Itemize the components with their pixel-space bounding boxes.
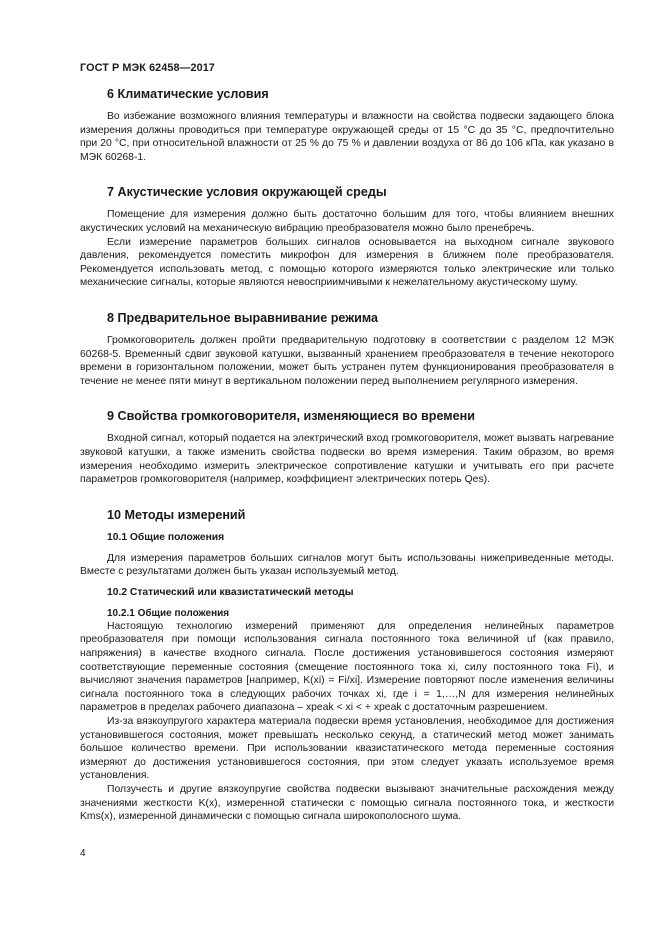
section-9 [80,408,614,486]
section-10 [80,507,614,824]
paragraph: Входной сигнал, который подается на электрический вход громкоговорителя, может вызвать нагревание звуковой катушки, а также изменить свойства подвески во время измерения. Таким образом, во время измерения необходимо измерить электрическое сопротивление катушки и учитывать его при расчете параметров громкоговорителя (например, коэффициент электрических потерь Qes). [80,433,614,486]
paragraph: Помещение для измерения должно быть достаточно большим для того, чтобы влиянием внешних акустических условий на механическую вибрацию преобразователя можно было пренебречь. [80,209,614,234]
section-title: 10 Методы измерений [107,507,246,522]
subsection-title: 10.2 Статический или квазистатический методы [107,586,354,598]
section-title: 9 Свойства громкоговорителя, изменяющиеся во времени [107,409,475,424]
standard-header: ГОСТ Р МЭК 62458—2017 [80,62,215,74]
paragraph: Ползучесть и другие вязкоупругие свойства подвески вызывают значительные расхождения между значениями жесткости K(x), измеренной статически с помощью сигнала постоянного тока, и жесткости Kms(x), измеренной динамически с помощью сигнала широкополосного шума. [80,784,614,823]
section-7 [80,184,614,290]
section-title: 6 Климатические условия [107,87,269,101]
paragraph: Во избежание возможного влияния температуры и влажности на свойства подвески задающего блока измерения должны проводиться при температуре окружающей среды от 15 °С до 35 °С, предпочтительно при 20 °С, при относительной влажности от 25 % до 75 % и давлении воздуха от 86 до 106 кПа, как указано в МЭК 60268-1. [80,111,614,163]
subsection-title: 10.1 Общие положения [107,531,225,543]
subsubsection-title: 10.2.1 Общие положения [107,607,230,619]
section-6 [80,86,614,164]
page-content [80,86,614,824]
section-title: 8 Предварительное выравнивание режима [107,310,379,325]
paragraph: Громкоговоритель должен пройти предварительную подготовку в соответствии с разделом 12 МЭК 60268-5. Временный сдвиг звуковой катушки, вызванный хранением преобразователя в течение некоторого времени в горизонтальном положении, может быть устранен путем функционирования преобразователя в течение не менее пяти минут в вертикальном положении перед выполнением регулярного измерения. [80,334,614,387]
paragraph: Из-за вязкоупругого характера материала подвески время установления, необходимое для достижения установившегося состояния, может превышать несколько секунд, а статический метод может занимать большое количество времени. При использовании квазистатического метода переменные состояния измеряют до достижения установившегося состояния, при этом следует указать используемое время установления. [80,716,614,782]
section-title: 7 Акустические условия окружающей среды [107,185,387,200]
page-number: 4 [80,848,86,859]
paragraph: Для измерения параметров больших сигналов могут быть использованы нижеприведенные методы. Вместе с результатами должен быть указан используемый метод. [80,552,614,578]
section-8 [80,310,614,388]
paragraph: Настоящую технологию измерений применяют для определения нелинейных параметров преобразователя при помощи использования сигнала постоянного тока величиной uf (как правило, напряжения) в качестве входного сигнала. После достижения установившегося состояния измеряют соответствующие переменные состояния (смещение постоянного тока xi, силу постоянного тока Fi), и вычисляют значения параметров [например, K(xi) = Fi/xi]. Измерение повторяют после изменения величины сигнала постоянного тока в следующих рабочих точках xi, где i = 1,…,N для измерения нелинейных параметров в пределах рабочего диапазона – xpeak < xi < + xpeak с достаточным разрешением. [80,620,614,714]
paragraph: Если измерение параметров больших сигналов основывается на выходном сигнале звукового давления, рекомендуется поместить микрофон для измерения в ближнем поле преобразователя. Рекомендуется использовать метод, с помощью которого измеряются только электрические или только механические сигналы, которые являются невосприимчивыми к нежелательному акустическому шуму. [80,236,614,289]
